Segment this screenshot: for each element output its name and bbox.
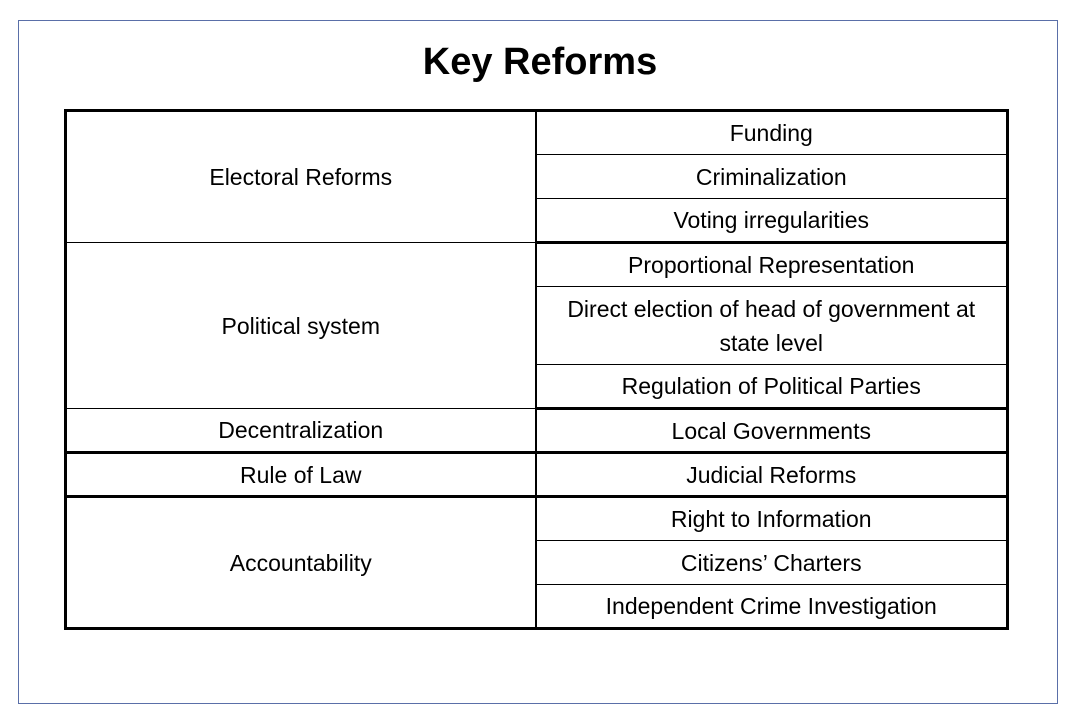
category-cell: Rule of Law bbox=[66, 453, 536, 497]
table-row bbox=[66, 497, 1008, 541]
reform-item: Local Governments bbox=[536, 409, 1008, 453]
reform-item: Independent Crime Investigation bbox=[536, 585, 1008, 629]
reform-item: Direct election of head of government at state level bbox=[536, 287, 1008, 365]
reform-item: Voting irregularities bbox=[536, 199, 1008, 243]
reform-item: Proportional Representation bbox=[536, 243, 1008, 287]
reforms-table bbox=[64, 109, 1009, 630]
reform-item: Regulation of Political Parties bbox=[536, 365, 1008, 409]
category-cell: Decentralization bbox=[66, 409, 536, 453]
reform-item: Right to Information bbox=[536, 497, 1008, 541]
reform-item: Funding bbox=[536, 111, 1008, 155]
category-cell: Accountability bbox=[66, 497, 536, 629]
page-title: Key Reforms bbox=[422, 41, 658, 83]
table-row bbox=[66, 453, 1008, 497]
reform-item: Citizens’ Charters bbox=[536, 541, 1008, 585]
category-cell: Electoral Reforms bbox=[66, 111, 536, 243]
table-row bbox=[66, 243, 1008, 287]
table-row bbox=[66, 409, 1008, 453]
table-row bbox=[66, 111, 1008, 155]
reform-item: Criminalization bbox=[536, 155, 1008, 199]
reform-item: Judicial Reforms bbox=[536, 453, 1008, 497]
category-cell: Political system bbox=[66, 243, 536, 409]
